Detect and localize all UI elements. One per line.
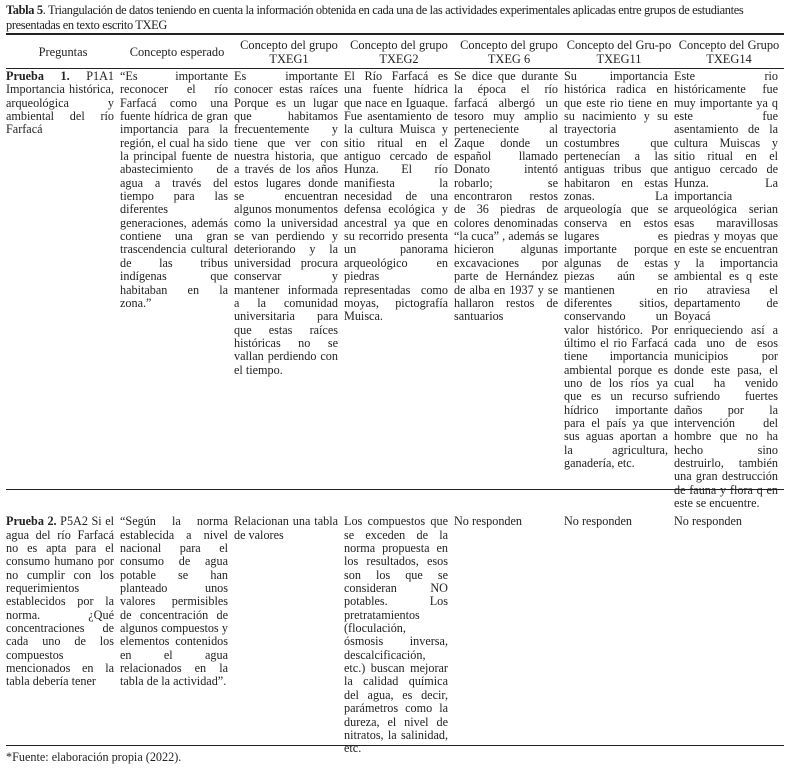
caption-label: Tabla 5 — [6, 3, 43, 17]
txeg1-cell: Relacionan una tabla de valores — [234, 514, 338, 542]
txeg11-cell: Su importancia histórica radica en que este rio tiene en su nacimiento y su trayectoria costumbres que pertenecían a las antiguas tribus que habitaron en estas zonas. La arqueología que se conserva en estos lugares es importante porque algunas de estas piezas aún se mantienen en diferentes sitios, conservando un valor histórico. Por último el rio Farfacá tiene importancia ambiental porque es uno de los ríos ya que es un recurso hídrico importante para el país ya que sus aguas aportan a la agricultura, ganadería, etc. — [564, 69, 668, 470]
header-row — [6, 36, 784, 67]
txeg14-cell: Este rio históricamente fue muy importante ya q este fue asentamiento de la cultura Muiscas y sitio ritual en el antiguo cercado de Hunza. La importancia arqueológica serian esas maravillosas piedras y moyas que en este se encuentran y la importancia ambiental es q este rio atraviesa el departamento de Boyacá enriqueciendo así a cada uno de esos municipios por donde este pasa, el cual ha venido sufriendo fuertes daños por la intervención del hombre que no ha hecho sino destruirlo, también una gran destrucción de fauna y flora q en este se encuentre. — [674, 69, 778, 510]
question-text: P1A1 Importancia histórica, arqueológica y ambiental del río Farfacá — [6, 69, 114, 137]
expected-cell: “Es importante reconocer el río Farfacá como una fuente hídrica de gran importancia para la región, el cual ha sido la principal fuente de abastecimiento de agua a través del tiempo para las diferentes generaciones, además contiene una gran trascendencia cultural de las tribus indígenas que habitaban en la zona.” — [120, 69, 228, 310]
txeg6-cell: No responden — [454, 514, 523, 529]
table-caption — [6, 3, 782, 33]
question-cell — [6, 510, 120, 763]
expected-cell: “Según la norma establecida a nivel nacional para el consumo de agua potable se han planteado unos valores permisibles de concentración de algunos compuestos y elementos contenidos en el agua relacionados en la tabla de la actividad”. — [120, 514, 228, 689]
header-preguntas: Preguntas — [38, 44, 88, 59]
table-row — [6, 67, 784, 510]
txeg11-cell: No responden — [564, 514, 633, 529]
data-table — [6, 36, 784, 763]
txeg6-cell: Se dice que durante la época el río farfacá albergó un tesoro muy amplio perteneciente al Zaque donde un español llamado Donato intentó robarlo; se encontraron restos de 36 piedras de colores denominadas “la cuca” , además se hicieron algunas excavaciones por parte de Hernández de alba en 1937 y se hallaron restos de santuarios — [454, 69, 558, 324]
question-label: Prueba 1. — [6, 69, 70, 83]
header-concepto-esperado: Concepto esperado — [129, 44, 225, 59]
question-label: Prueba 2. — [6, 514, 57, 529]
txeg1-cell: Es importante conocer estas raíces Porque es un lugar que habitamos frecuentemente y tiene que ver con nuestra historia, que a través de los años estos lugares donde se encuentran algunos monumentos como la universidad se van perdiendo y deteriorando y la universidad procura conservar y mantener informada a la comunidad universitaria para que estas raíces históricas no se vallan perdiendo con el tiempo. — [234, 69, 338, 377]
header-txeg14: Concepto del Grupo TXEG14 — [678, 37, 780, 66]
top-rule — [6, 33, 784, 35]
txeg2-cell: El Río Farfacá es una fuente hídrica que nace en Iguaque. Fue asentamiento de la cultura Muisca y sitio ritual en el antiguo cercado de Hunza. El río manifiesta la necesidad de una defensa ecológica y ancestral ya que en su recorrido presenta un panorama arqueológico en piedras representadas como moyas, pictografía Muisca. — [344, 69, 448, 324]
txeg2-cell: Los compuestos que se exceden de la norma propuesta en los resultados, esos son los que se consideran NO potables. Los pretratamientos (floculación, ósmosis inversa, descalcificación, etc.) buscan mejorar la calidad química del agua, es decir, parámetros como la dureza, el nivel de nitratos, la salinidad, etc. — [344, 514, 448, 756]
table-row — [6, 510, 784, 763]
header-txeg6: Concepto del grupo TXEG 6 — [460, 37, 558, 66]
question-text: P5A2 Si el agua del río Farfacá no es apta para el consumo humano por no cumplir con los requerimientos establecidos por la norma. ¿Qué concentraciones de cada uno de los compuestos mencionados en la tabla debería tener — [6, 514, 114, 689]
caption-text: . Triangulación de datos teniendo en cuenta la información obtenida en cada una de las actividades experimentales aplicadas entre grupos de estudiantes presentadas en texto escrito TXEG — [6, 3, 744, 32]
header-txeg1: Concepto del grupo TXEG1 — [240, 37, 338, 66]
question-cell — [6, 67, 120, 510]
txeg14-cell: No responden — [674, 514, 743, 529]
source-footnote: *Fuente: elaboración propia (2022). — [6, 750, 182, 764]
header-txeg2: Concepto del grupo TXEG2 — [350, 37, 448, 66]
header-txeg11: Concepto del Gru-po TXEG11 — [566, 37, 672, 66]
